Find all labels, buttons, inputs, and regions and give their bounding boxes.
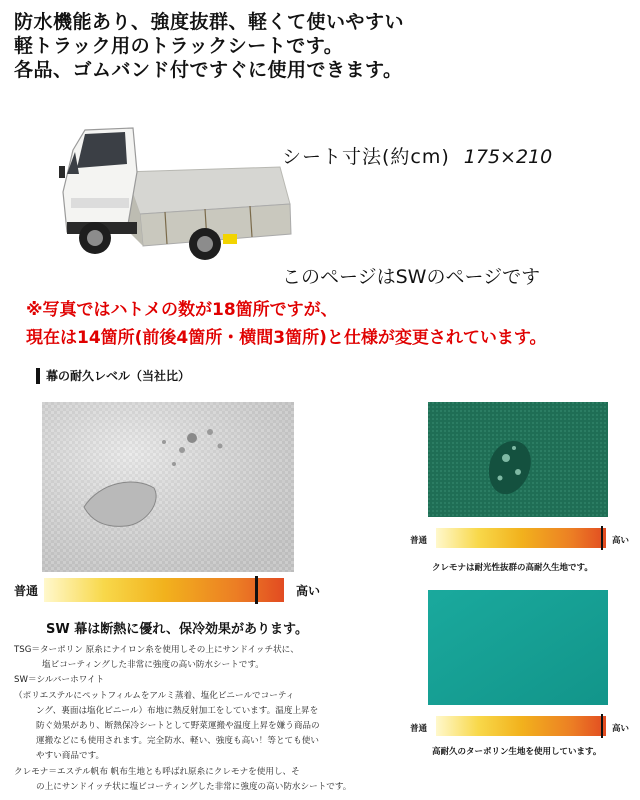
tarpaulin-caption: 高耐久のターポリン生地を使用しています。 xyxy=(432,747,602,757)
material-notes xyxy=(14,643,351,795)
headline xyxy=(14,10,404,82)
note-line: SW＝シルバーホワイト xyxy=(14,675,105,686)
kremona-caption: クレモナは耐光性抜群の高耐久生地です。 xyxy=(432,563,593,573)
kremona-sheet-photo xyxy=(428,402,608,517)
sw-meter-high-label: 高い xyxy=(296,584,321,598)
note-line: 塩ビコーティングした非常に強度の高い防水シートです。 xyxy=(42,660,264,671)
note-line: （ポリエステルにペットフィルムをアルミ蒸着、塩化ビニールでコーティ xyxy=(14,690,295,701)
title-bar xyxy=(36,368,40,384)
notice-line-2: 現在は14箇所(前後4箇所・横間3箇所)と仕様が変更されています。 xyxy=(26,328,547,348)
sw-level-marker xyxy=(255,576,258,604)
note-line: の上にサンドイッチ状に塩ビコーティングした非常に強度の高い防水シートです。 xyxy=(36,781,352,792)
kremona-meter-low-label: 普通 xyxy=(410,536,428,546)
durability-title xyxy=(36,367,190,384)
grommet-notice xyxy=(26,296,547,352)
note-line: やすい商品です。 xyxy=(36,751,105,762)
sw-sheet-photo xyxy=(42,402,294,572)
tarpaulin-durability-meter xyxy=(436,716,606,736)
sw-meter-low-label: 普通 xyxy=(14,584,39,598)
tarpaulin-sheet-photo xyxy=(428,590,608,705)
kremona-level-marker xyxy=(601,526,603,550)
sw-durability-meter xyxy=(44,578,284,602)
kremona-durability-meter xyxy=(436,528,606,548)
durability-title-text: 幕の耐久レベル（当社比） xyxy=(46,369,191,383)
note-line: ング、裏面は塩化ビニール）布地に熱反射加工をしています。温度上昇を xyxy=(36,705,319,716)
truck-image xyxy=(55,112,295,292)
note-line: 運搬などにも使用されます。完全防水、軽い、強度も高い！等とても使い xyxy=(36,736,319,747)
sw-description: SW 幕は断熱に優れ、保冷効果があります。 xyxy=(46,622,308,637)
headline-line-1: 防水機能あり、強度抜群、軽くて使いやすい xyxy=(14,11,405,33)
note-line: 防ぐ効果があり、断熱保冷シートとして野菜運搬や温度上昇を嫌う商品の xyxy=(36,721,320,732)
notice-line-1: ※写真ではハトメの数が18箇所ですが、 xyxy=(26,300,338,320)
headline-line-2: 軽トラック用のトラックシートです。 xyxy=(14,35,344,57)
headline-line-3: 各品、ゴムバンド付ですぐに使用できます。 xyxy=(14,59,403,81)
sheet-size-value: 175×210 xyxy=(463,146,553,168)
tarpaulin-level-marker xyxy=(601,714,603,738)
note-line: TSG＝ターポリン 原糸にナイロン糸を使用しその上にサンドイッチ状に、 xyxy=(14,645,299,655)
tarpaulin-meter-high-label: 高い xyxy=(612,724,630,734)
note-line: クレモナ＝エステル帆布 帆布生地とも呼ばれ原糸にクレモナを使用し、そ xyxy=(14,766,300,777)
sheet-size xyxy=(282,142,552,169)
sw-page-note: このページはSWのページです xyxy=(282,266,541,288)
tarpaulin-meter-low-label: 普通 xyxy=(410,724,428,734)
sheet-size-label: シート寸法(約cm) xyxy=(282,146,450,168)
kremona-meter-high-label: 高い xyxy=(612,536,630,546)
